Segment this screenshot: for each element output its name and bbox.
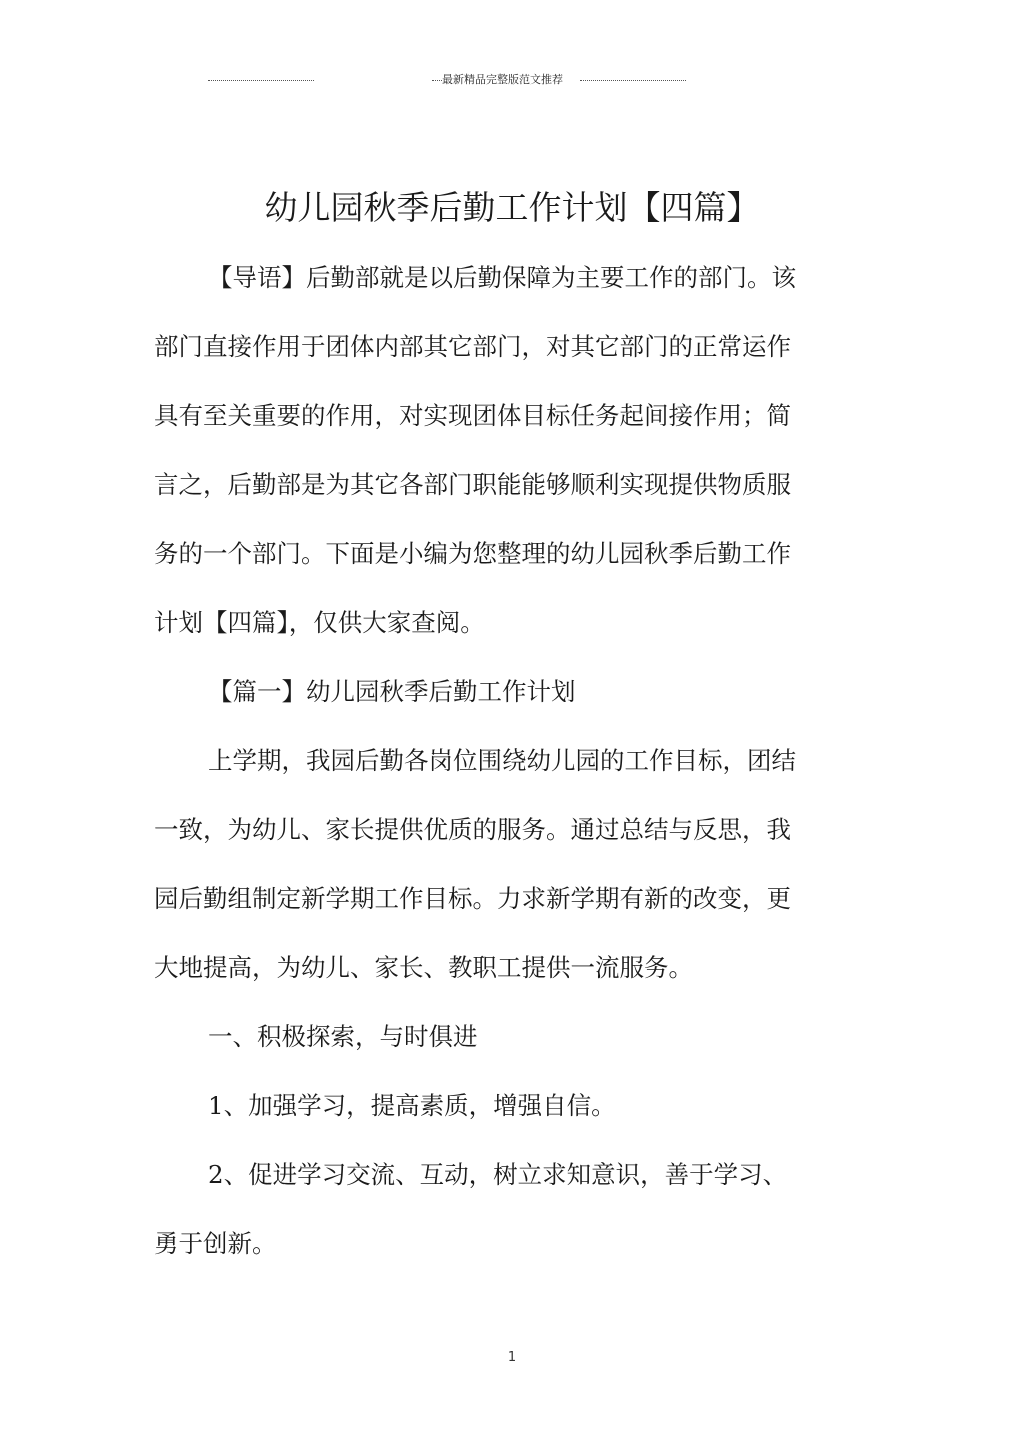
- intro-line-2: 部门直接作用于团体内部其它部门，对其它部门的正常运作: [154, 332, 791, 361]
- header-divider-right: [580, 80, 686, 81]
- body-line-4: 大地提高，为幼儿、家长、教职工提供一流服务。: [154, 953, 693, 982]
- section-heading: 【篇一】幼儿园秋季后勤工作计划: [208, 677, 576, 706]
- body-line-3: 园后勤组制定新学期工作目标。力求新学期有新的改变，更: [154, 884, 791, 913]
- subheading: 一、积极探索，与时俱进: [208, 1022, 478, 1051]
- body-line-1: 上学期，我园后勤各岗位围绕幼儿园的工作目标，团结: [208, 746, 796, 775]
- intro-line-5: 务的一个部门。下面是小编为您整理的幼儿园秋季后勤工作: [154, 539, 791, 568]
- list-item-1: 1、加强学习，提高素质，增强自信。: [208, 1091, 616, 1120]
- intro-line-6: 计划【四篇】，仅供大家查阅。: [154, 608, 485, 637]
- document-title: 幼儿园秋季后勤工作计划【四篇】: [264, 188, 760, 227]
- intro-line-1: 【导语】后勤部就是以后勤保障为主要工作的部门。该: [208, 263, 796, 292]
- header-text: 最新精品完整版范文推荐: [442, 73, 563, 86]
- page-number: 1: [507, 1350, 517, 1365]
- header-divider-left: [208, 80, 314, 81]
- header-divider-mid: [432, 80, 442, 81]
- intro-line-3: 具有至关重要的作用，对实现团体目标任务起间接作用；简: [154, 401, 791, 430]
- intro-line-4: 言之，后勤部是为其它各部门职能能够顺利实现提供物质服: [154, 470, 791, 499]
- list-item-2: 2、促进学习交流、互动，树立求知意识，善于学习、: [208, 1160, 788, 1189]
- list-item-2-continued: 勇于创新。: [154, 1229, 277, 1258]
- body-line-2: 一致，为幼儿、家长提供优质的服务。通过总结与反思，我: [154, 815, 791, 844]
